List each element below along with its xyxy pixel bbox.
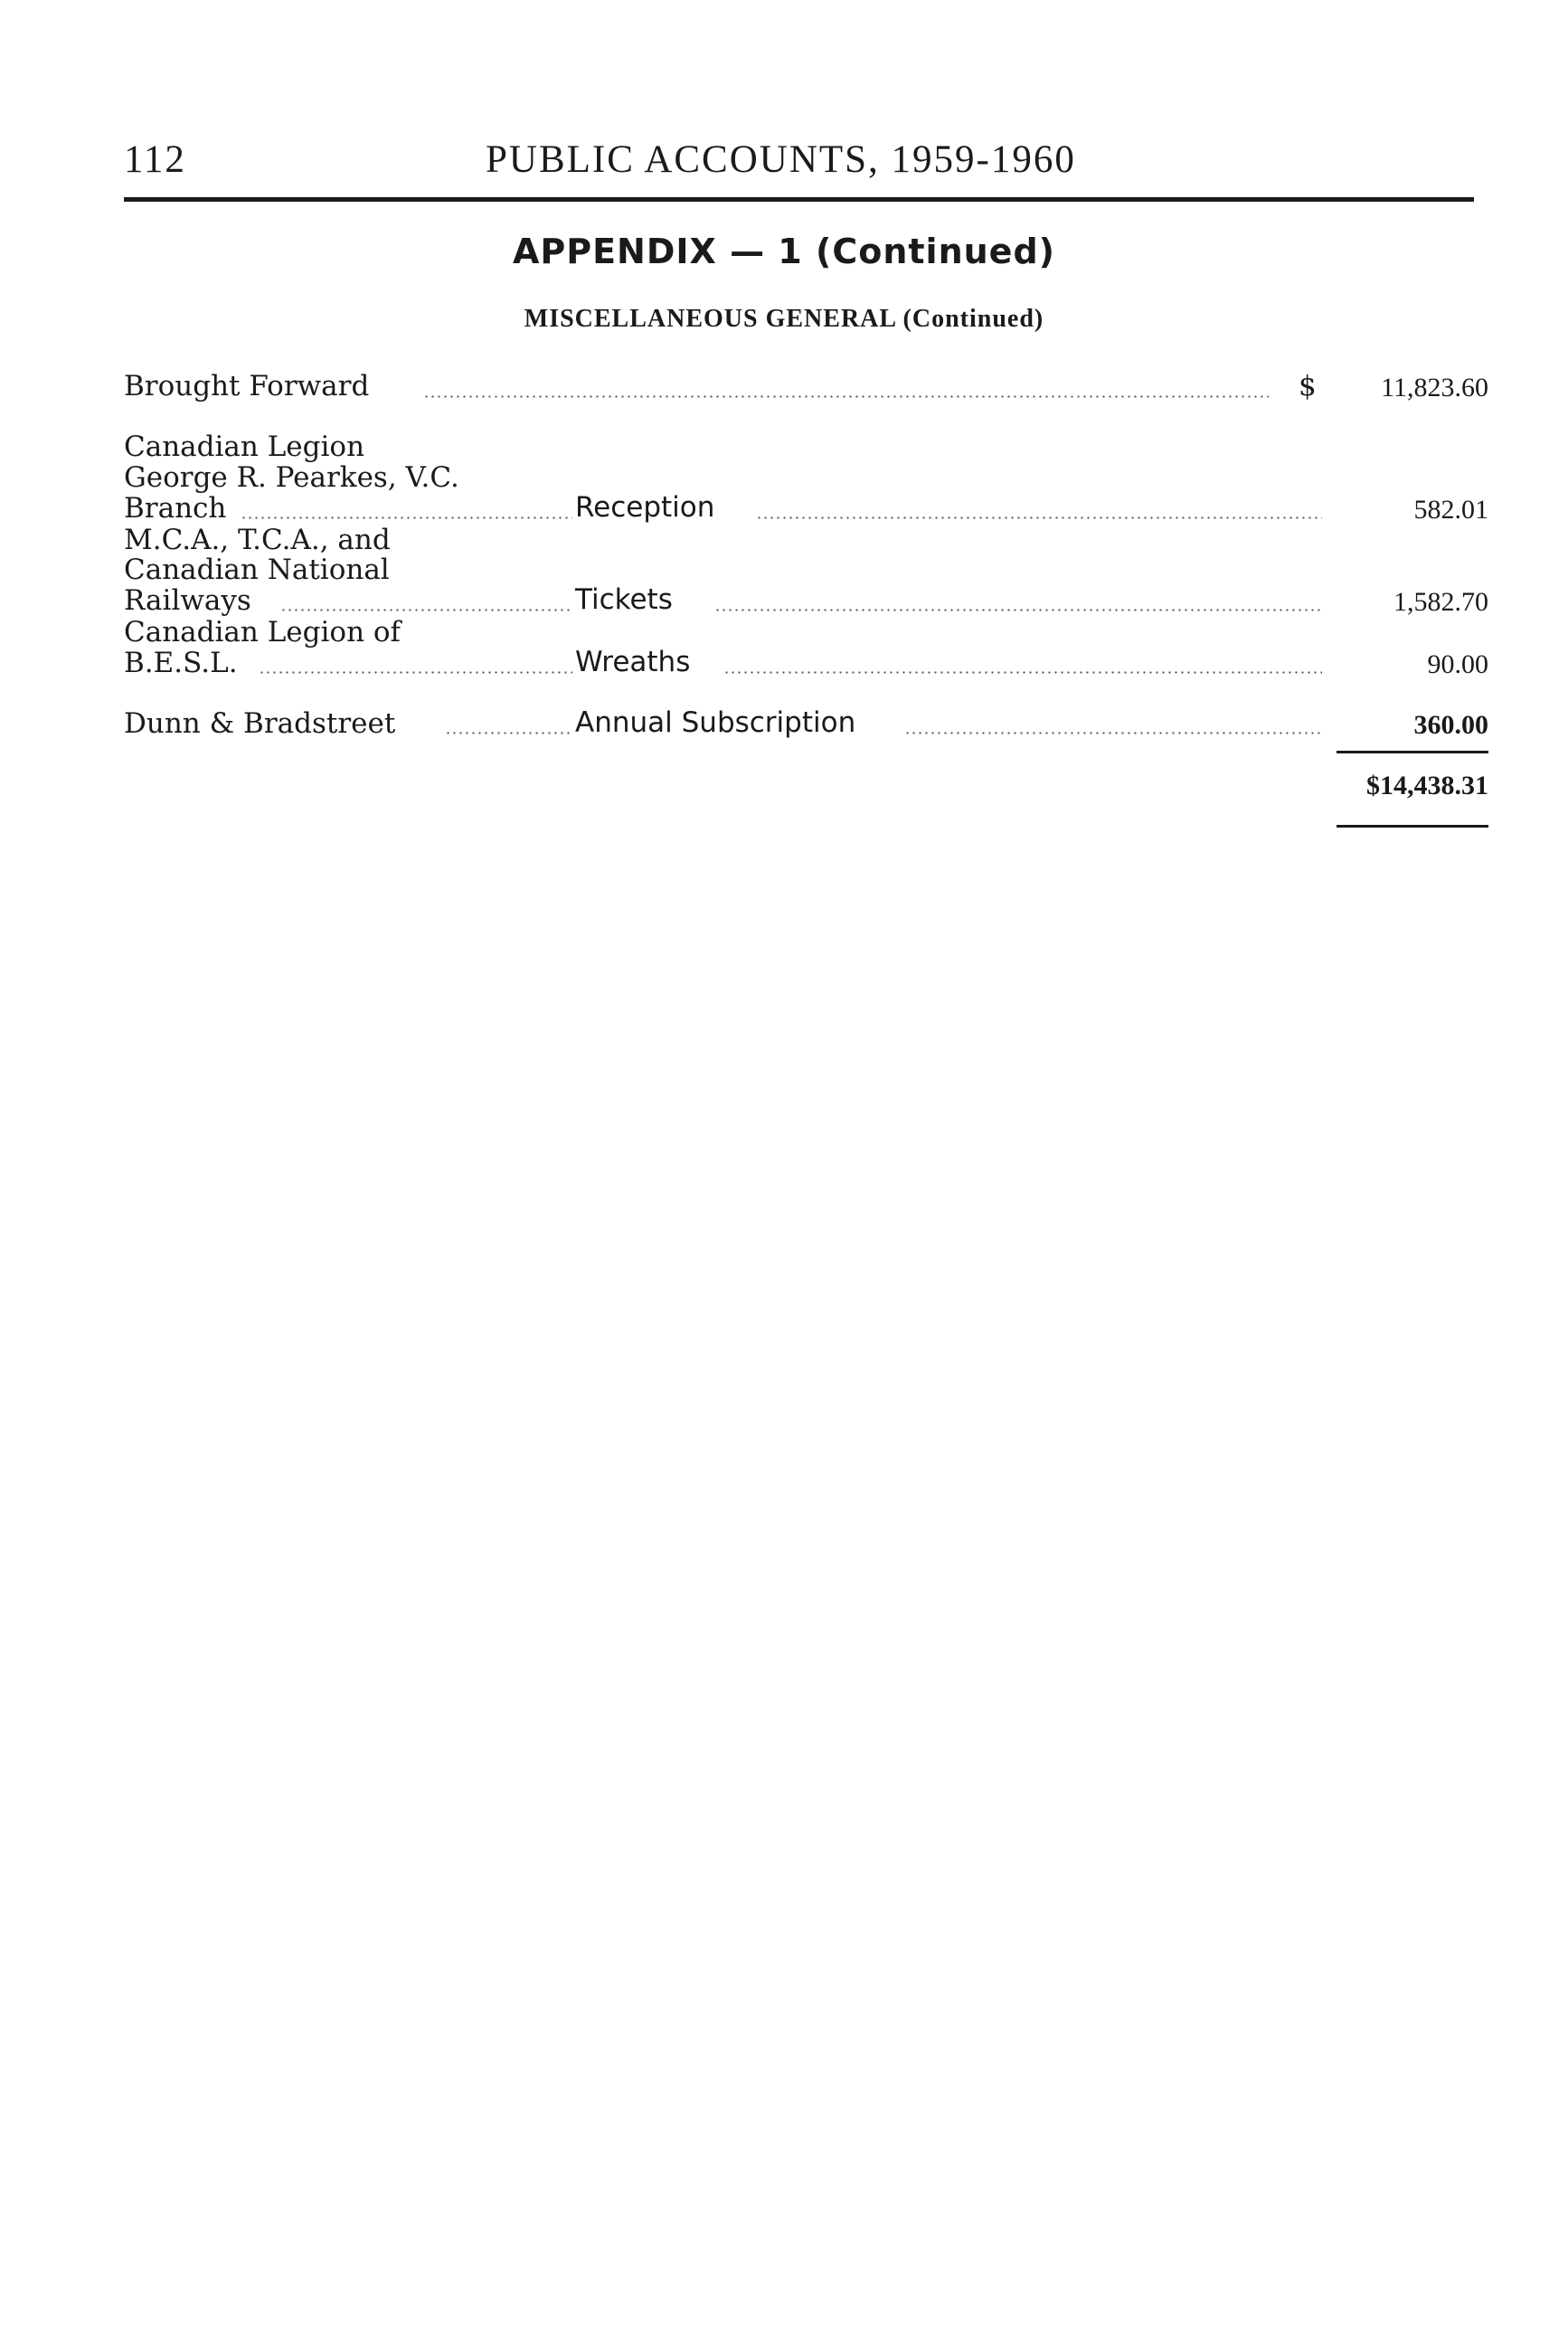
entry-description: Annual Subscription	[575, 706, 856, 739]
appendix-title: APPENDIX — 1 (Continued)	[512, 232, 1056, 271]
brought-forward-label: Brought Forward	[124, 370, 370, 402]
payee-line: Dunn & Bradstreet	[124, 707, 396, 740]
total-amount: $14,438.31	[1366, 771, 1488, 800]
leader-dots	[259, 671, 572, 674]
leader-dots	[723, 671, 1322, 674]
page-title: PUBLIC ACCOUNTS, 1959-1960	[486, 138, 1076, 181]
entry-amount: 90.00	[1427, 649, 1488, 679]
entry-amount: 360.00	[1413, 710, 1488, 740]
header-rule	[124, 197, 1474, 202]
leader-dots	[714, 609, 1322, 611]
section-title: MISCELLANEOUS GENERAL (Continued)	[524, 305, 1044, 333]
page-number: 112	[124, 138, 186, 181]
payee-line: Canadian National	[124, 554, 390, 586]
payee-line: George R. Pearkes, V.C.	[124, 461, 459, 494]
entry-amount: 582.01	[1413, 495, 1488, 525]
subtotal-rule	[1337, 751, 1488, 753]
leader-dots	[280, 609, 572, 611]
leader-dots	[756, 516, 1322, 519]
leader-dots	[423, 395, 1269, 398]
payee-line: Canadian Legion	[124, 431, 365, 463]
payee-line: M.C.A., T.C.A., and	[124, 524, 391, 556]
entry-description: Tickets	[575, 583, 673, 616]
payee-line: Branch	[124, 492, 227, 525]
payee-line: Canadian Legion of	[124, 616, 401, 649]
entry-description: Reception	[575, 491, 715, 524]
currency-symbol: $	[1299, 370, 1317, 402]
entry-amount: 1,582.70	[1393, 587, 1488, 617]
leader-dots	[445, 732, 572, 734]
leader-dots	[241, 516, 572, 519]
entry-description: Wreaths	[575, 646, 691, 678]
payee-line: B.E.S.L.	[124, 647, 238, 679]
payee-line: Railways	[124, 584, 251, 617]
total-rule	[1337, 825, 1488, 828]
brought-forward-amount: 11,823.60	[1381, 373, 1488, 402]
